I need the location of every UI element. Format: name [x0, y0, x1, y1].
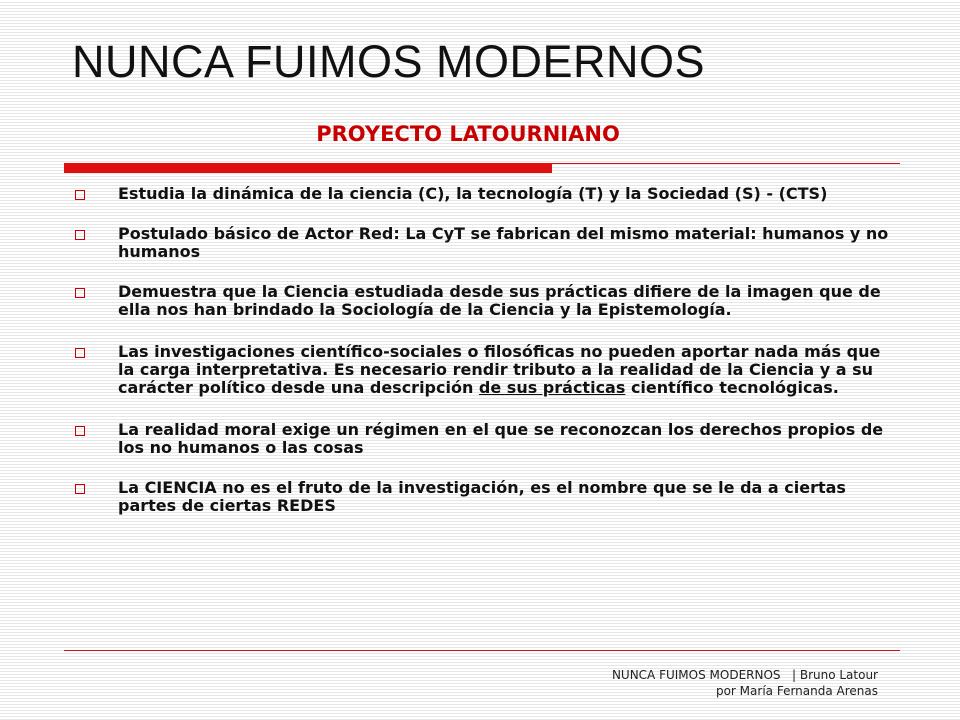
- slide-title: NUNCA FUIMOS MODERNOS: [72, 36, 706, 87]
- bullet-item: [72, 225, 902, 261]
- bullet-text: La CIENCIA no es el fruto de la investigación, es el nombre que se le da a ciertas partes de ciertas REDES: [118, 478, 846, 515]
- checkbox-bullet-icon: [75, 348, 85, 358]
- bullet-item: [72, 479, 902, 515]
- checkbox-bullet-icon: [75, 190, 85, 200]
- footer-line-2: por María Fernanda Arenas: [715, 684, 878, 698]
- subtitle-text: PROYECTO LATOURNIANO: [316, 122, 620, 146]
- bullet-text: Estudia la dinámica de la ciencia (C), la tecnología (T) y la Sociedad (S) - (CTS): [118, 184, 828, 203]
- bullet-item: [72, 283, 902, 319]
- checkbox-bullet-icon: [75, 230, 85, 240]
- bullet-text: Demuestra que la Ciencia estudiada desde sus prácticas difiere de la imagen que de ella nos han brindado la Sociología de la Ciencia y la Epistemología.: [118, 282, 881, 319]
- slide-footer: [612, 667, 878, 699]
- footer-line-1: NUNCA FUIMOS MODERNOS | Bruno Latour: [611, 668, 878, 682]
- header-accent-bar: [64, 163, 552, 173]
- footer-divider-line: [64, 650, 900, 651]
- bullet-text: La realidad moral exige un régimen en el que se reconozcan los derechos propios de los no humanos o las cosas: [118, 420, 884, 457]
- bullet-list: [72, 185, 902, 537]
- bullet-text-underlined: de sus prácticas: [478, 378, 626, 397]
- bullet-text-after: científico tecnológicas.: [625, 378, 839, 397]
- bullet-text: Postulado básico de Actor Red: La CyT se fabrican del mismo material: humanos y no humanos: [118, 224, 889, 261]
- bullet-text-before: Las investigaciones científico-sociales o filosóficas no pueden aportar nada más que la carga interpretativa. Es necesario rendir tributo a la realidad de la Ciencia y a su carácter político desde una descripción: [118, 342, 881, 397]
- bullet-item: [72, 185, 902, 203]
- slide-subtitle: [0, 122, 936, 146]
- bullet-item: [72, 421, 902, 457]
- checkbox-bullet-icon: [75, 288, 85, 298]
- checkbox-bullet-icon: [75, 426, 85, 436]
- bullet-item: [72, 343, 902, 397]
- checkbox-bullet-icon: [75, 484, 85, 494]
